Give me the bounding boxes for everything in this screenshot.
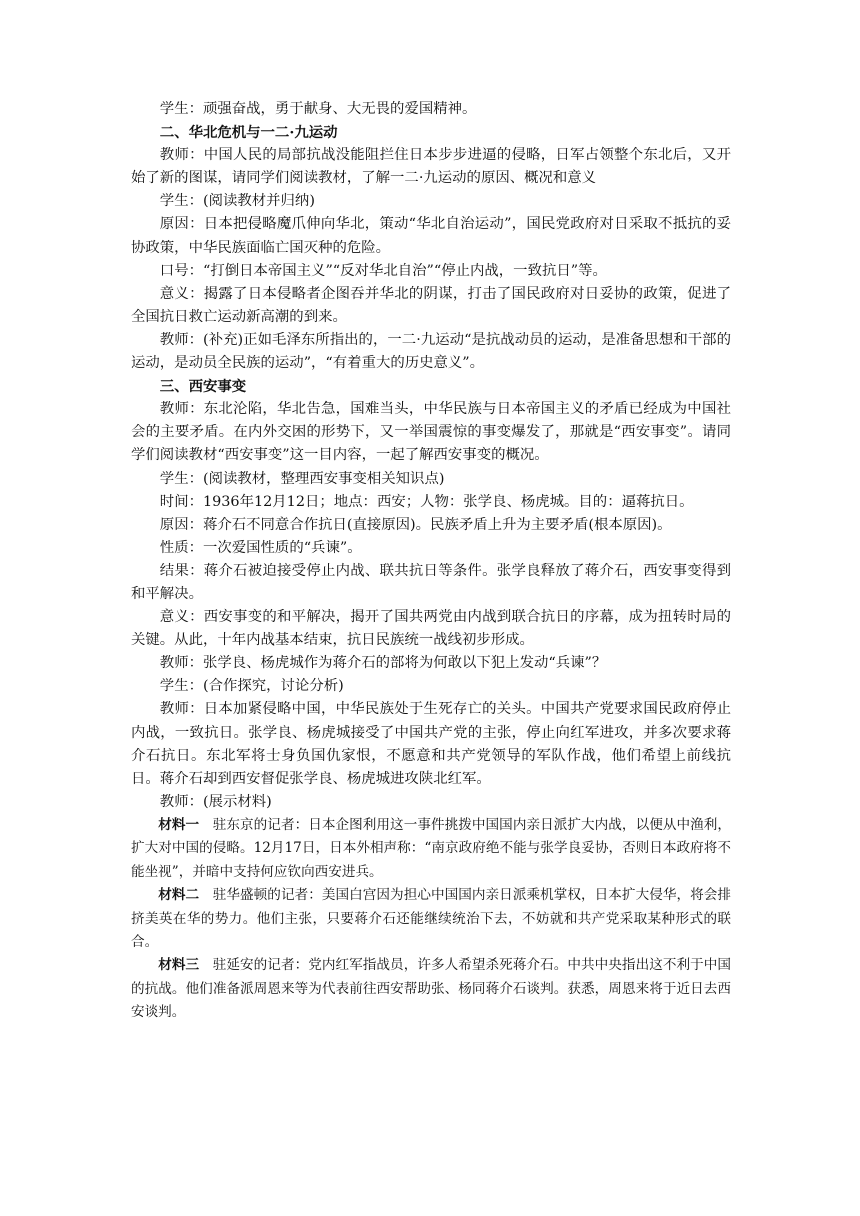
student-paragraph: 学生：(合作探究，讨论分析)	[159, 678, 344, 695]
material-two	[131, 884, 731, 954]
material-three	[131, 954, 731, 1024]
student-paragraph: 学生：(阅读教材，整理西安事变相关知识点)	[159, 470, 445, 487]
teacher-paragraph: 教师：东北沦陷，华北告急，国难当头，中华民族与日本帝国主义的矛盾已经成为中国社会的主要矛盾。在内外交困的形势下，又一举国震惊的事变爆发了，那就是“西安事变”。请同学们阅读教材“西安事变”这一目内容，一起了解西安事变的概况。	[131, 401, 731, 464]
material-one-text: 驻东京的记者：日本企图利用这一事件挑拨中国国内亲日派扩大内战，以便从中渔利，扩大对中国的侵略。12月17日，日本外相声称：“南京政府绝不能与张学良妥协，否则日本政府将不能坐视”，并暗中支持何应钦向西安进兵。	[131, 816, 732, 880]
student-paragraph: 学生：(阅读教材并归纳)	[159, 193, 315, 210]
slogan-paragraph: 口号：“打倒日本帝国主义”“反对华北自治”“停止内战，一致抗日”等。	[159, 262, 607, 279]
result-paragraph: 结果：蒋介石被迫接受停止内战、联共抗日等条件。张学良释放了蒋介石，西安事变得到和平解决。	[131, 562, 731, 602]
material-two-label: 材料二	[158, 887, 200, 904]
material-three-label: 材料三	[158, 957, 200, 974]
material-three-text: 驻延安的记者：党内红军指战员，许多人希望杀死蒋介石。中共中央指出这不利于中国的抗战。他们准备派周恩来等为代表前往西安帮助张、杨同蒋介石谈判。获悉，周恩来将于近日去西安谈判。	[131, 957, 732, 1021]
section-heading-north-china-crisis: 二、华北危机与一二·九运动	[159, 124, 338, 142]
time-place-paragraph: 时间：1936年12月12日；地点：西安；人物：张学良、杨虎城。目的：逼蒋抗日。	[159, 493, 694, 510]
teacher-show-material-paragraph: 教师：(展示材料)	[159, 793, 272, 810]
material-two-text: 驻华盛顿的记者：美国白宫因为担心中国国内亲日派乘机掌权，日本扩大侵华，将会排挤美英在华的势力。他们主张，只要蒋介石还能继续统治下去，不妨就和共产党采取某种形式的联合。	[131, 887, 732, 950]
cause-paragraph: 原因：日本把侵略魔爪伸向华北，策动“华北自治运动”，国民党政府对日采取不抵抗的妥协政策，中华民族面临亡国灭种的危险。	[131, 216, 731, 256]
document-page	[131, 98, 731, 1025]
material-one	[131, 814, 731, 884]
section-heading-xian-incident: 三、西安事变	[159, 378, 247, 396]
cause-paragraph: 原因：蒋介石不同意合作抗日(直接原因)。民族矛盾上升为主要矛盾(根本原因)。	[159, 516, 672, 533]
teacher-explanation-paragraph: 教师：日本加紧侵略中国，中华民族处于生死存亡的关头。中国共产党要求国民政府停止内战，一致抗日。张学良、杨虎城接受了中国共产党的主张，停止向红军进攻，并多次要求蒋介石抗日。东北军将士身负国仇家恨，不愿意和共产党领导的军队作战，他们希望上前线抗日。蒋介石却到西安督促张学良、杨虎城进攻陕北红军。	[131, 701, 731, 787]
significance-paragraph: 意义：揭露了日本侵略者企图吞并华北的阴谋，打击了国民政府对日妥协的政策，促进了全国抗日救亡运动新高潮的到来。	[131, 285, 731, 325]
material-one-label: 材料一	[158, 816, 200, 833]
teacher-question-paragraph: 教师：张学良、杨虎城作为蒋介石的部将为何敢以下犯上发动“兵谏”？	[159, 655, 607, 672]
nature-paragraph: 性质：一次爱国性质的“兵谏”。	[159, 539, 362, 556]
teacher-paragraph: 教师：中国人民的局部抗战没能阻拦住日本步步进逼的侵略，日军占领整个东北后，又开始了新的图谋，请同学们阅读教材，了解一二·九运动的原因、概况和意义	[131, 147, 731, 187]
student-answer-paragraph: 学生：顽强奋战，勇于献身、大无畏的爱国精神。	[159, 101, 477, 117]
significance-paragraph: 意义：西安事变的和平解决，揭开了国共两党由内战到联合抗日的序幕，成为扭转时局的关键。从此，十年内战基本结束，抗日民族统一战线初步形成。	[131, 609, 731, 649]
teacher-supplement-paragraph: 教师：(补充)正如毛泽东所指出的，一二·九运动“是抗战动员的运动，是准备思想和干部的运动，是动员全民族的运动”，“有着重大的历史意义”。	[131, 331, 731, 372]
